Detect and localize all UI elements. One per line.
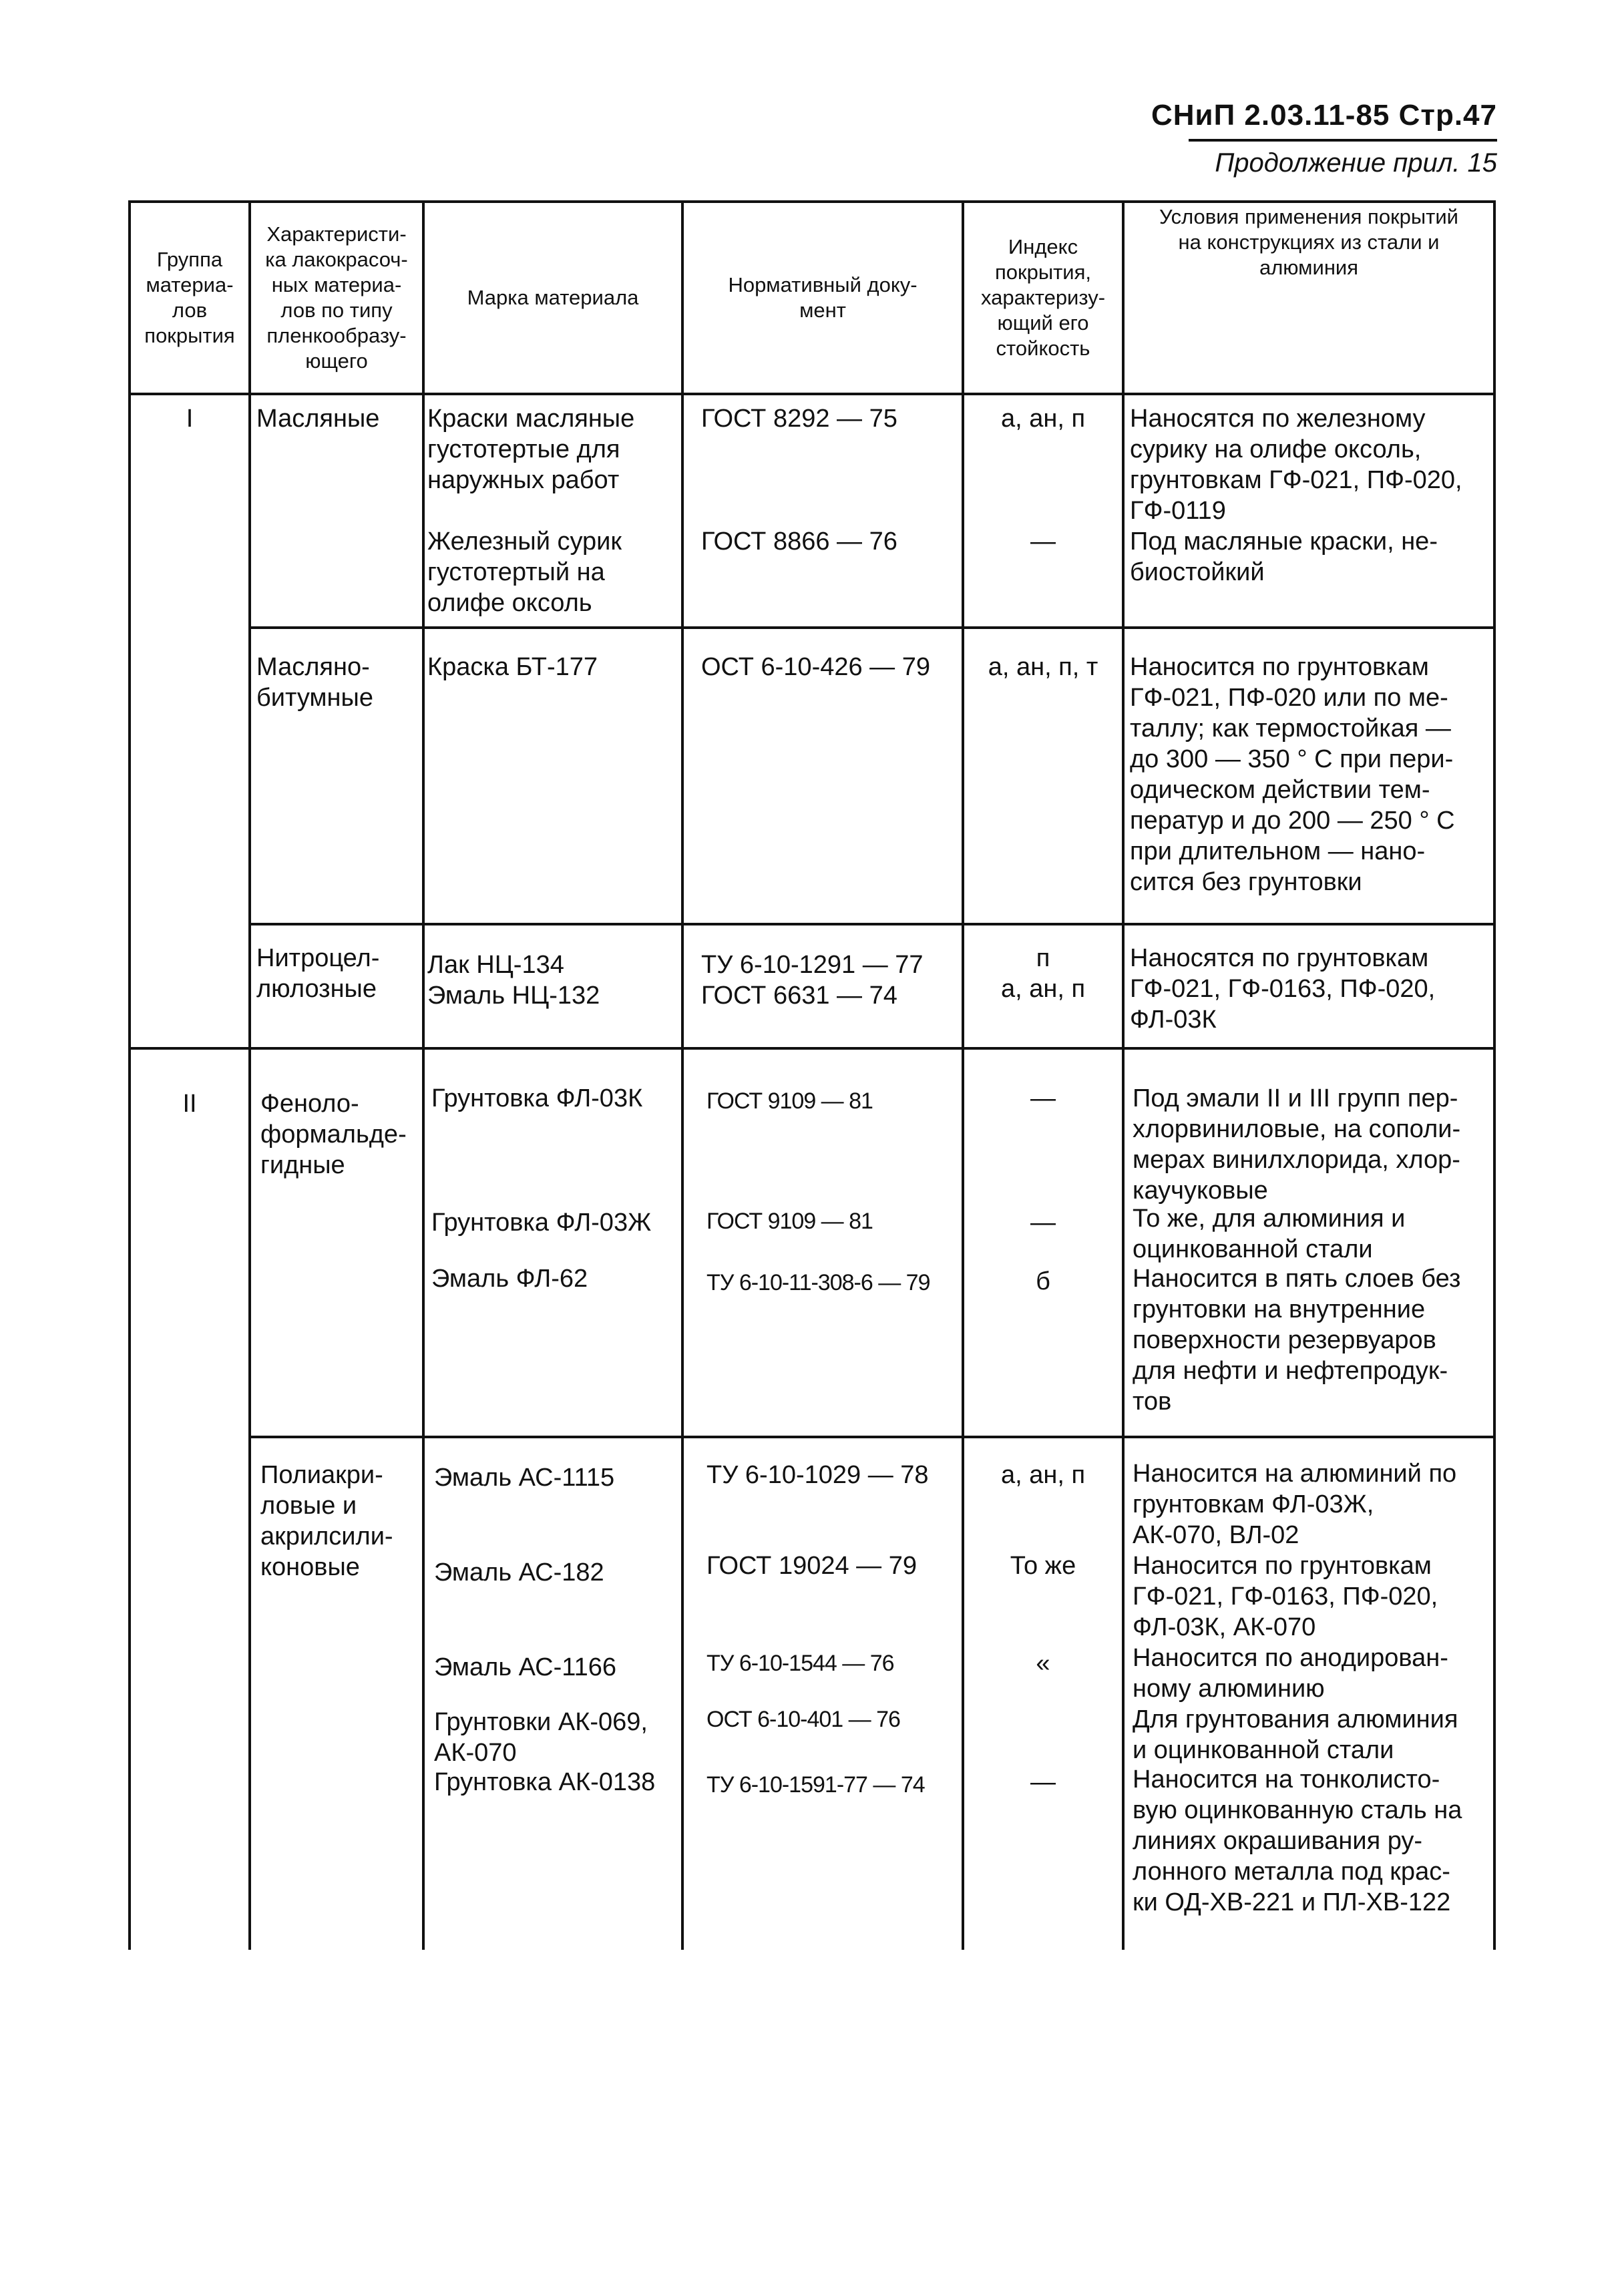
normative-doc: ГОСТ 9109 — 81 <box>706 1088 873 1114</box>
page-code: СНиП 2.03.11-85 Стр.47 <box>1151 99 1497 132</box>
material-type: Полиакри- ловые и акрилсили- коновые <box>260 1461 393 1581</box>
usage-conditions: Наносится на тонколисто- вую оцинкованную сталь на линиях окрашивания ру- лонного металла под крас- ки ОД-ХВ-221 и ПЛ-ХВ-122 <box>1133 1765 1462 1916</box>
col-header-index: Индекс покрытия, характеризу- ющий его стойкость <box>980 235 1106 360</box>
material-mark: Грунтовка ФЛ-03К <box>431 1084 643 1112</box>
normative-doc: ОСТ 6-10-426 — 79 <box>701 653 931 681</box>
coating-index: То же <box>1010 1552 1076 1580</box>
col-header-type: Характеристи- ка лакокрасоч- ных материа- лов по типу пленкообразу- ющего <box>265 222 408 373</box>
coating-index: п а, ан, п <box>1000 944 1086 1003</box>
normative-doc: ГОСТ 8292 — 75 <box>701 405 897 433</box>
group-label: II <box>182 1090 197 1118</box>
usage-conditions: Наносится по грунтовкам ГФ-021, ГФ-0163, ПФ-020, ФЛ-03К, АК-070 <box>1133 1552 1438 1641</box>
usage-conditions: Для грунтования алюминия и оцинкованной стали <box>1133 1705 1458 1764</box>
material-type: Феноло- формальде- гидные <box>260 1090 407 1179</box>
coating-index: — <box>1030 1768 1056 1796</box>
normative-doc: ГОСТ 9109 — 81 <box>706 1209 873 1234</box>
coating-index: б <box>1036 1267 1050 1295</box>
group-label: I <box>186 405 194 433</box>
material-mark: Краски масляные густотертые для наружных работ <box>427 405 635 494</box>
usage-conditions: Наносится по грунтовкам ГФ-021, ПФ-020 или по ме- таллу; как термостойкая — до 300 — 350 ° С при пери- одическом действии тем- ператур и до 200 — 250 ° С при длительном — нано- сится без грунтовки <box>1130 653 1455 896</box>
col-header-conditions: Условия применения покрытий на конструкциях из стали и алюминия <box>1159 205 1459 279</box>
normative-doc: ТУ 6-10-1291 — 77 ГОСТ 6631 — 74 <box>701 951 924 1010</box>
normative-doc: ТУ 6-10-1544 — 76 <box>706 1651 894 1676</box>
col-header-mark: Марка материала <box>467 286 639 309</box>
col-header-group: Группа материа- лов покрытия <box>144 248 235 347</box>
normative-doc: ГОСТ 19024 — 79 <box>706 1552 918 1580</box>
usage-conditions: То же, для алюминия и оцинкованной стали <box>1133 1205 1406 1263</box>
usage-conditions: Наносятся по грунтовкам ГФ-021, ГФ-0163, ПФ-020, ФЛ-03К <box>1130 944 1436 1034</box>
material-mark: Эмаль ФЛ-62 <box>431 1265 588 1293</box>
normative-doc: ГОСТ 8866 — 76 <box>701 528 897 556</box>
usage-conditions: Под эмали II и III групп пер- хлорвиниловые, на сополи- мерах винилхлорида, хлор- каучуковые <box>1133 1084 1461 1205</box>
coating-index: — <box>1030 1084 1056 1112</box>
coating-index: а, ан, п, т <box>988 653 1098 681</box>
material-mark: Грунтовки АК-069, АК-070 <box>434 1708 648 1767</box>
material-mark: Краска БТ-177 <box>427 653 598 681</box>
material-type: Масляно- битумные <box>256 653 373 712</box>
normative-doc: ОСТ 6-10-401 — 76 <box>706 1707 900 1732</box>
usage-conditions: Под масляные краски, не- биостойкий <box>1130 528 1438 586</box>
coating-index: — <box>1030 528 1056 556</box>
normative-doc: ТУ 6-10-11-308-6 — 79 <box>706 1270 930 1295</box>
usage-conditions: Наносится по анодирован- ному алюминию <box>1133 1644 1448 1703</box>
material-mark: Железный сурик густотертый на олифе оксоль <box>427 528 622 617</box>
material-mark: Эмаль АС-1166 <box>434 1653 616 1681</box>
normative-doc: ТУ 6-10-1029 — 78 <box>706 1461 929 1489</box>
coating-index: а, ан, п <box>1000 1461 1086 1489</box>
header-rule <box>1189 139 1497 142</box>
material-mark: Грунтовка ФЛ-03Ж <box>431 1209 652 1237</box>
material-type: Масляные <box>256 405 380 433</box>
material-mark: Эмаль АС-1115 <box>434 1464 615 1492</box>
usage-conditions: Наносятся по железному сурику на олифе оксоль, грунтовкам ГФ-021, ПФ-020, ГФ-0119 <box>1130 405 1462 525</box>
coating-index: — <box>1030 1209 1056 1237</box>
material-type: Нитроцел- люлозные <box>256 944 380 1003</box>
material-mark: Грунтовка АК-0138 <box>434 1768 656 1796</box>
continuation-note: Продолжение прил. 15 <box>1215 148 1497 178</box>
coating-index: а, ан, п <box>1000 405 1086 433</box>
usage-conditions: Наносится на алюминий по грунтовкам ФЛ-03Ж, АК-070, ВЛ-02 <box>1133 1460 1457 1549</box>
material-mark: Эмаль АС-182 <box>434 1558 604 1587</box>
usage-conditions: Наносится в пять слоев без грунтовки на внутренние поверхности резервуаров для нефти и нефтепродук- тов <box>1133 1265 1461 1416</box>
normative-doc: ТУ 6-10-1591-77 — 74 <box>706 1772 925 1798</box>
coating-index: « <box>1036 1649 1050 1677</box>
col-header-doc: Нормативный доку- мент <box>728 273 918 322</box>
material-mark: Лак НЦ-134 Эмаль НЦ-132 <box>427 951 600 1010</box>
